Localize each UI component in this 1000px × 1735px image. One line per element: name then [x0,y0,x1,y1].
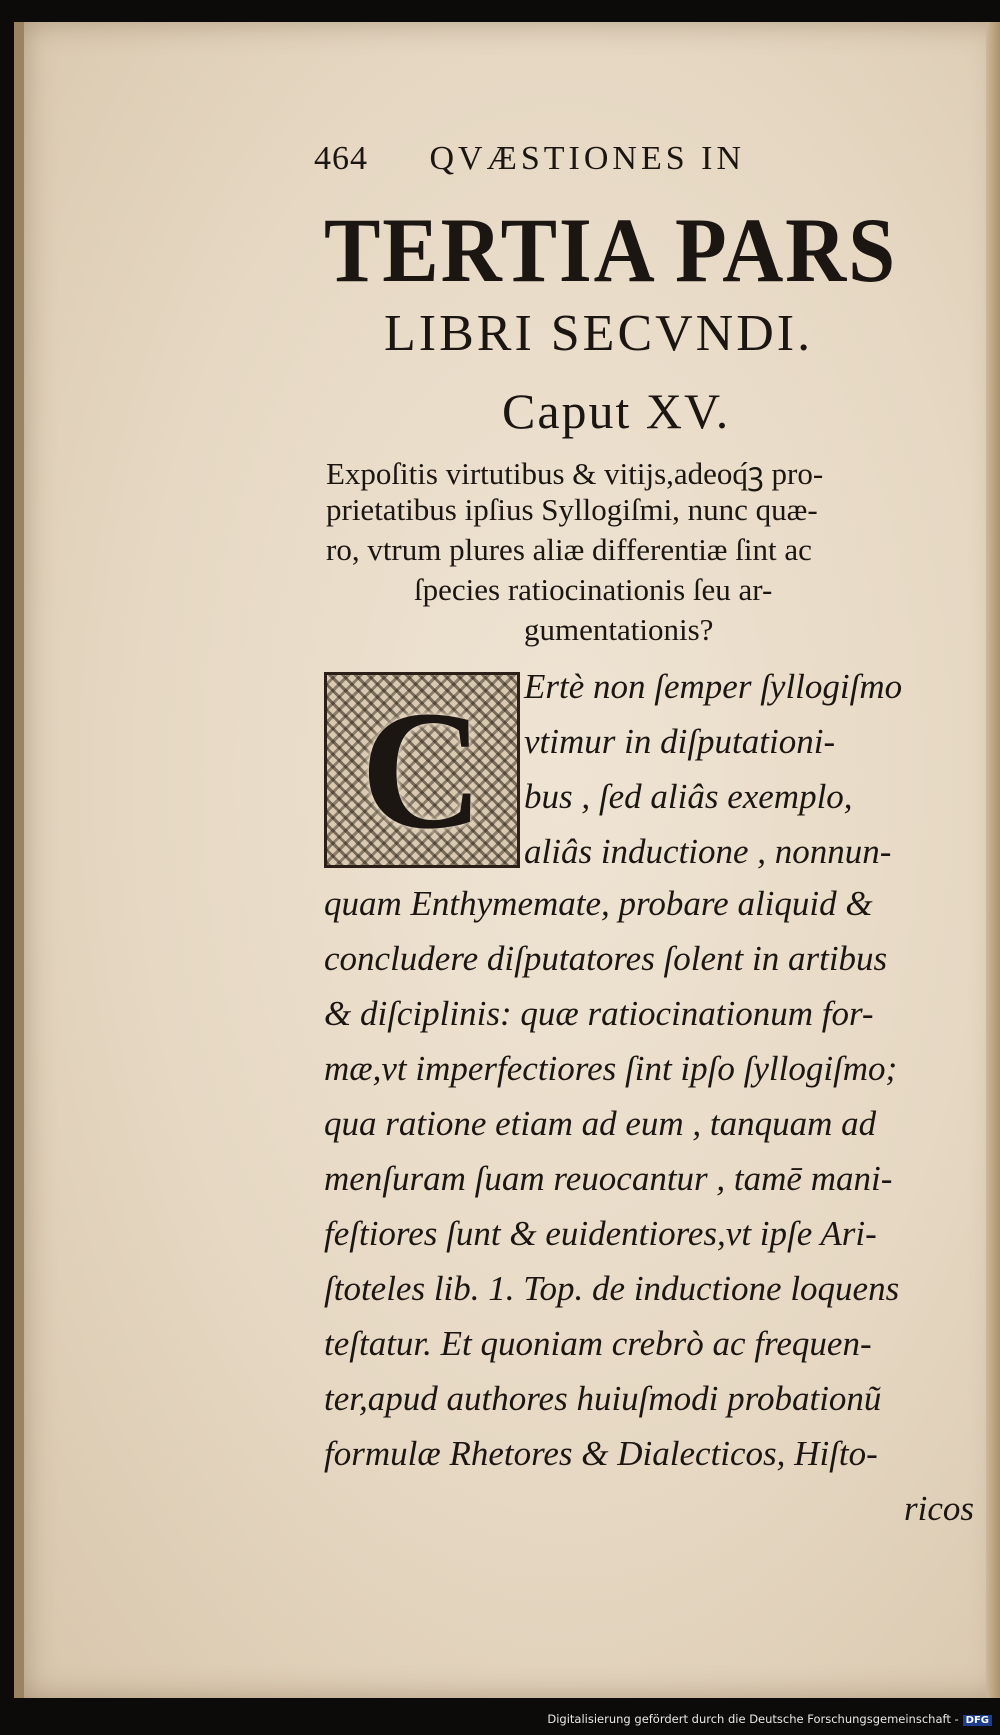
body-line: formulæ Rhetores & Dialecticos, Hiſto- [324,1434,878,1473]
summary-line: ro, vtrum plures aliæ differentiæ ſint ac [326,532,812,567]
body-line: aliâs inductione , nonnun- [524,832,892,871]
body-line: menſuram ſuam reuocantur , tamē mani- [324,1159,893,1198]
summary-line: ſpecies ratiocinationis ſeu ar- [414,572,773,607]
body-line: & diſciplinis: quæ ratiocinationum for- [324,994,874,1033]
dfg-logo: DFG [963,1715,992,1726]
body-line: vtimur in diſputationi- [524,722,836,761]
body-line: mæ,vt imperfectiores ſint ipſo ſyllogiſmo; [324,1049,898,1088]
decorated-initial [324,672,520,868]
body-line: qua ratione etiam ad eum , tanquam ad [324,1104,877,1143]
body-line: bus , ſed aliâs exemplo, [524,777,853,816]
page-number: 464 [314,140,368,177]
body-line: quam Enthymemate, probare aliquid & [324,884,873,923]
summary-line: Expoſitis virtutibus & vitijs,adeoq́ꝫ pro- [326,456,824,491]
body-line: concludere diſputatores ſolent in artibus [324,939,888,978]
page-edge [986,22,1000,1698]
chapter-heading: Caput XV. [502,383,731,439]
credit-text: Digitalisierung gefördert durch die Deutsche Forschungsgemeinschaft - [547,1712,959,1726]
body-line: ter,apud authores huiuſmodi probationũ [324,1379,882,1418]
catchword: ricos [904,1489,974,1528]
body-line: teſtatur. Et quoniam crebrò ac frequen- [324,1324,872,1363]
summary-line: prietatibus ipſius Syllogiſmi, nunc quæ- [326,492,818,527]
section-title: TERTIA PARS [324,199,898,301]
running-header [314,140,745,178]
digitization-credit [0,1712,992,1726]
section-subtitle: LIBRI SECVNDI. [384,305,814,362]
summary-line: gumentationis? [524,612,714,647]
initial-letter: C [360,675,484,864]
body-line: ſtoteles lib. 1. Top. de inductione loquens [324,1269,900,1308]
book-page [14,22,1000,1698]
body-line: feſtiores ſunt & euidentiores,vt ipſe Ari- [324,1214,877,1253]
running-title: QVÆSTIONES IN [429,140,745,177]
body-line: Ertè non ſemper ſyllogiſmo [524,667,903,706]
